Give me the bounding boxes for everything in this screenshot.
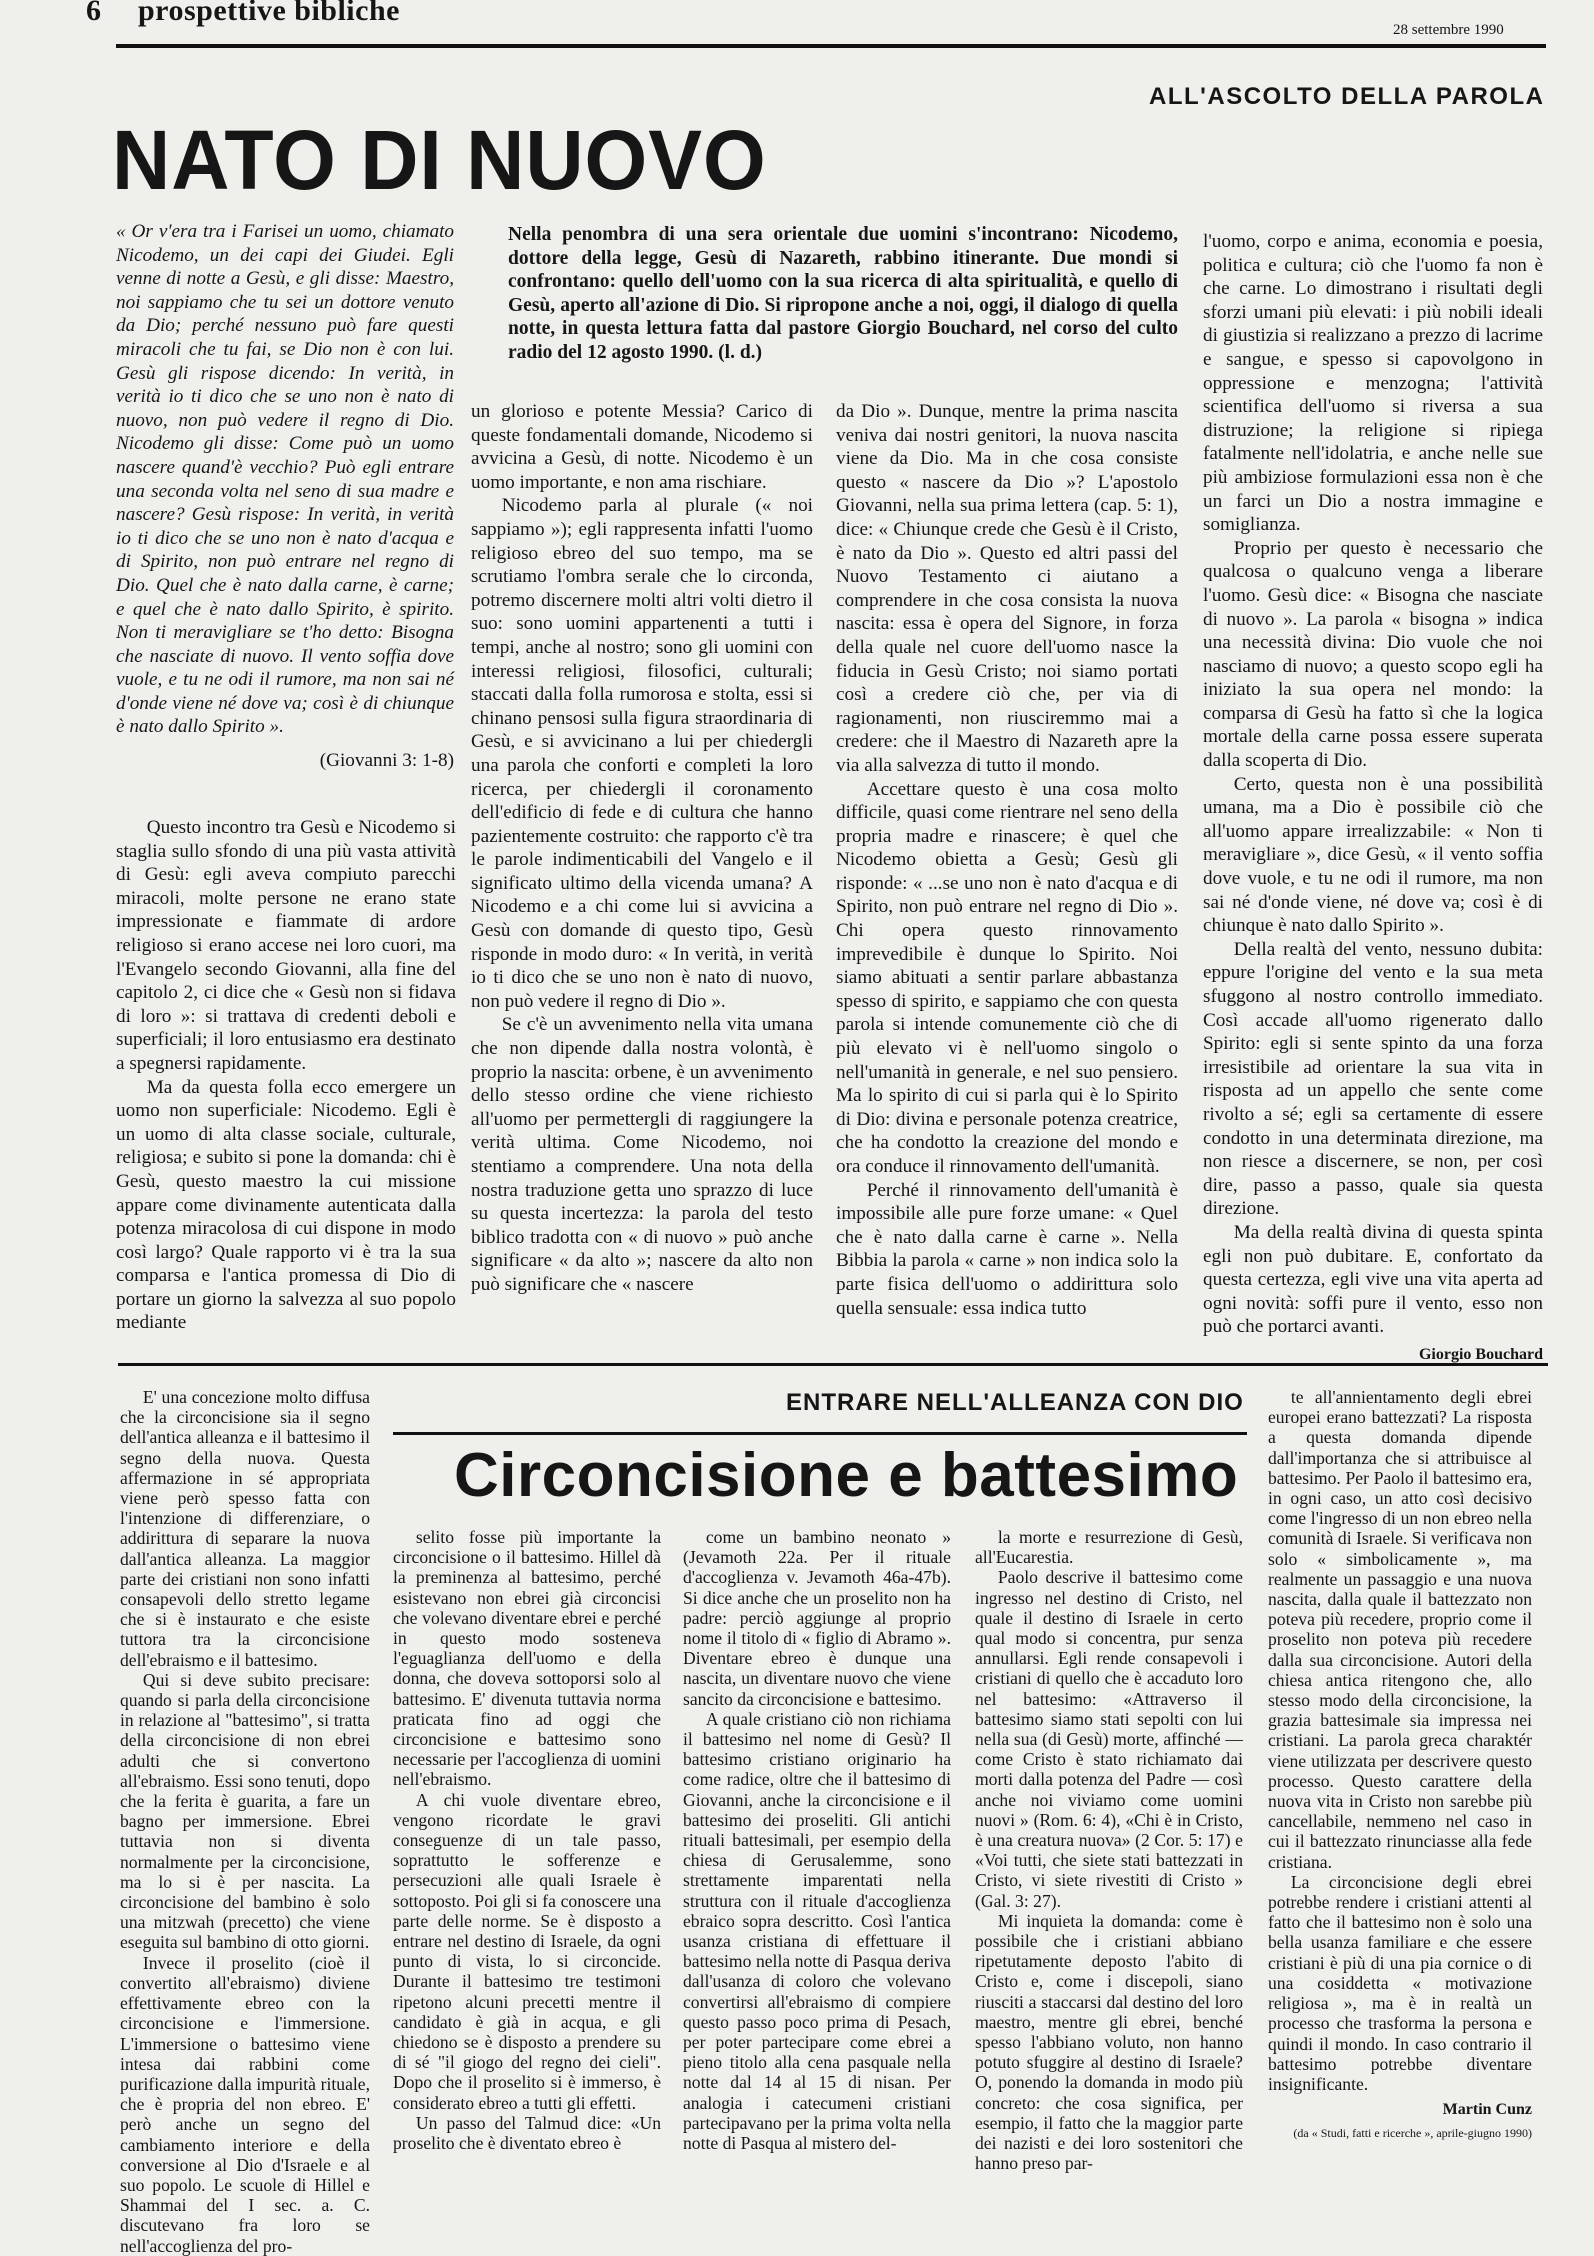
article2-column-1 <box>120 1387 370 2256</box>
bible-quote-text: « Or v'era tra i Farisei un uomo, chiamato Nicodemo, un dei capi dei Giudei. Egli venne di notte a Gesù, e gli disse: Maestro, noi sappiamo che tu sei un dottore venuto da Dio; perché nessuno può fare questi miracoli che tu fai, se Dio non è con lui. Gesù gli rispose dicendo: In verità, in verità io ti dico che se uno non è nato di nuovo, non può vedere il regno di Dio. Nicodemo gli disse: Come può un uomo nascere quand'è vecchio? Può egli entrare una seconda volta nel seno di sua madre e nascere? Gesù rispose: In verità, in verità io ti dico che se uno non è nato d'acqua e di Spirito, non può entrare nel regno di Dio. Quel che è nato dalla carne, è carne; e quel che è nato dallo Spirito, è spirito. Non ti meravigliare se t'ho detto: Bisogna che nasciate di nuovo. Il vento soffia dove vuole, e tu ne odi il rumore, ma non sai né d'onde viene né dove va; così è di chiunque è nato dallo Spirito ». <box>116 221 454 738</box>
paragraph: da Dio ». Dunque, mentre la prima nascita veniva dai nostri genitori, la nuova nascita viene da Dio. Ma in che cosa consiste questo « nascere da Dio »? L'apostolo Giovanni, nella sua prima lettera (cap. 5: 1), dice: « Chiunque crede che Gesù è il Cristo, è nato da Dio ». Questo ed altri passi del Nuovo Testamento ci aiutano a comprendere in che cosa consista la nuova nascita: essa è opera del Signore, in forza della quale nel cuore dell'uomo nasce la fiducia in Gesù Cristo; noi siamo portati così a credere ciò che, per via di ragionamenti, non riusciremmo mai a credere: che il Maestro di Nazareth apre la via alla salvezza di tutto il mondo. <box>836 401 1178 776</box>
article1-column-4 <box>1203 230 1543 1367</box>
header-rule <box>116 44 1546 48</box>
article2-author: Martin Cunz <box>1442 2101 1532 2119</box>
paragraph: E' una concezione molto diffusa che la circoncisione sia il segno dell'antica alleanza e il battesimo il segno della nuova. Questa affermazione in sé appropriata viene però spesso fatta con l'intenzione di differenziare, o addirittura di separare la nuova dall'antica alleanza. La maggior parte dei cristiani non sono infatti consapevoli dello stretto legame che si è instaurato e che esiste tuttora tra la circoncisione dell'ebraismo e il battesimo. <box>120 1387 370 1670</box>
paragraph: come un bambino neonato » (Jevamoth 22a. Per il rituale d'accoglienza v. Jevamoth 46a-47b). Si dice anche che un proselito non ha padre: perciò aggiunge al proprio nome il titolo di « figlio di Abramo ». Diventare ebreo è dunque una nascita, un diventare nuovo che viene sancito da circoncisione e battesimo. <box>683 1527 951 1709</box>
paragraph: Proprio per questo è necessario che qualcosa o qualcuno venga a liberare l'uomo. Gesù dice: « Bisogna che nasciate di nuovo ». La parola « bisogna » indica una necessità divina: Dio vuole che noi nasciamo di nuovo; a questo scopo egli ha iniziato la sua opera nel mondo: la comparsa di Gesù ha fatto sì che la logica mortale della carne possa essere superata dalla scoperta di Dio. <box>1203 537 1543 772</box>
paragraph: Un passo del Talmud dice: «Un proselito che è diventato ebreo è <box>393 2112 661 2154</box>
paragraph: Accettare questo è una cosa molto difficile, quasi come rientrare nel seno della propria madre e rinascere; è quel che Nicodemo obietta a Gesù; Gesù gli risponde: « ...se uno non è nato d'acqua e di Spirito, non può entrare nel regno di Dio ». Chi opera questo rinnovamento imprevedibile è dunque lo Spirito. Noi siamo abituati a sentir parlare abbastanza spesso di spirito, e sappiamo che con questa parola si intende comunemente ciò che di più elevato vi è nell'uomo singolo o nell'umanità in generale, e nel suo pensiero. Ma lo spirito di cui si parla qui è lo Spirito di Dio: divina e personale potenza creatrice, che ha condotto la creazione del mondo e ora conduce il rinnovamento dell'umanità. <box>836 778 1178 1177</box>
bible-quote <box>116 220 454 773</box>
article2-title-rule <box>393 1432 1247 1435</box>
article1-title: NATO DI NUOVO <box>112 113 767 207</box>
paragraph: Mi inquieta la domanda: come è possibile che i cristiani abbiano ripetutamente deposto l'abito di Cristo e, come i discepoli, siano riusciti a staccarsi dal destino del loro maestro, mentre gli ebrei, benché spesso l'abbiano voluto, non hanno potuto sfuggire al destino di Israele? O, ponendo la domanda in modo più concreto: che cosa significa, per esempio, il fatto che la maggior parte dei nazisti e dei loro sostenitori che hanno preso par- <box>975 1910 1243 2174</box>
issue-date: 28 settembre 1990 <box>1393 22 1504 38</box>
paragraph: Questo incontro tra Gesù e Nicodemo si staglia sullo sfondo di una più vasta attività di Gesù: egli aveva compiuto parecchi miracoli, molte persone ne erano state impressionate e fiammate di ardore religioso si erano accese nei loro cuori, ma l'Evangelo secondo Giovanni, alla fine del capitolo 2, ci dice che « Gesù non si fidava di loro »: si trattava di credenti deboli e superficiali; il loro entusiasmo era destinato a spegnersi rapidamente. <box>116 817 456 1074</box>
paragraph: Ma da questa folla ecco emergere un uomo non superficiale: Nicodemo. Egli è un uomo di alta classe sociale, culturale, religiosa; e subito si pone la domanda: chi è Gesù, questo maestro la cui missione appare come divinamente autenticata dalla potenza miracolosa di cui dispone in modo così largo? Quale rapporto vi è tra la sua comparsa e l'antica promessa di Dio di portare un giorno la salvezza al suo popolo mediante <box>116 1076 456 1334</box>
paragraph: La circoncisione degli ebrei potrebbe rendere i cristiani attenti al fatto che il battesimo non è solo una bella usanza familiare e che essere cristiani è più di una pia cornice o di una cosiddetta « motivazione religiosa », ma è in realtà un processo che trasforma la persona e quindi il mondo. In caso contrario il battesimo potrebbe diventare insignificante. <box>1268 1871 1532 2094</box>
paragraph: Certo, questa non è una possibilità umana, ma a Dio è possibile ciò che all'uomo appare irrealizzabile: « Non ti meravigliare », dice Gesù, « il vento soffia dove vuole, e tu ne odi il rumore, ma non sai né d'onde viene, né dove va; così è di chiunque è nato dallo Spirito ». <box>1203 773 1543 937</box>
paragraph: l'uomo, corpo e anima, economia e poesia, politica e cultura; ciò che l'uomo fa non è che carne. Lo dimostrano i risultati degli sforzi umani più elevati: i più nobili ideali di giustizia si realizzano a prezzo di lacrime e sangue, e spesso si capovolgono in oppressione e menzogna; l'attività scientifica dell'uomo si riversa a sua distruzione; la religione si ripiega fatalmente nell'idolatria, e anche nelle sue più ambiziose formulazioni essa non è che un farci un Dio a nostra immagine e somiglianza. <box>1203 231 1543 536</box>
paragraph: te all'annientamento degli ebrei europei erano battezzati? La risposta a questa domanda dipende dall'importanza che si attribuisce al battesimo. Per Paolo il battesimo era, in ogni caso, un atto così decisivo come l'ingresso di un non ebreo nella comunità di Israele. Si verificava non solo « simbolicamente », ma realmente un passaggio e una nuova nascita, dalla quale il battezzato non poteva più recedere, proprio come il proselito non poteva più recedere dalla sua circoncisione. Autori della chiesa antica ritengono che, allo stesso modo della circoncisione, la grazia battesimale sia impressa nei cristiani. La parola greca charaktér viene utilizzata per descrivere questo processo. Questo carattere della nuova vita in Cristo non sarebbe più cancellabile, nemmeno nel caso in cui il battezzato rinunciasse alla fede cristiana. <box>1268 1387 1532 1872</box>
article1-lead: Nella penombra di una sera orientale due uomini s'incontrano: Nicodemo, dottore della legge, Gesù di Nazareth, rabbino itinerante. Due mondi si confrontano: quello dell'uomo con la sua ricerca di alta spiritualità, e quello di Gesù, aperto all'azione di Dio. Si ripropone anche a noi, oggi, il dialogo di quella notte, in questa lettura fatta dal pastore Giorgio Bouchard, nel corso del culto radio del 12 agosto 1990. (l. d.) <box>508 224 1178 363</box>
article1-column-1 <box>116 816 456 1335</box>
article1-column-3 <box>836 400 1178 1320</box>
paragraph: Ma della realtà divina di questa spinta egli non può dubitare. E, confortato da questa certezza, egli vive una vita aperta ad ogni novità: soffi pure il vento, esso non può che portarci avanti. <box>1203 1221 1543 1338</box>
paragraph: Perché il rinnovamento dell'umanità è impossibile alle pure forze umane: « Quel che è nato dalla carne è carne ». Nella Bibbia la parola « carne » non indica solo la parte fisica dell'uomo o addirittura solo quella sensuale: essa indica tutto <box>836 1179 1178 1319</box>
section-separator <box>118 1363 1548 1366</box>
article2-source: (da « Studi, fatti e ricerche », aprile-giugno 1990) <box>1293 2126 1532 2141</box>
article1-author: Giorgio Bouchard <box>1418 1345 1543 1363</box>
article2-column-5 <box>1268 1387 1532 2141</box>
article1-column-2 <box>471 400 813 1297</box>
paragraph: Della realtà del vento, nessuno dubita: eppure l'origine del vento e la sua meta sfuggono al nostro controllo immediato. Così accade all'uomo rigenerato dallo Spirito: egli si sente spinto da una forza irresistibile ad orientare la sua vita in risposta ad un appello che sente come rivolto a sé; egli sa certamente di essere condotto in una determinata direzione, ma non riesce a discernere, se non, per così dire, passo a passo, quale sia questa direzione. <box>1203 938 1543 1220</box>
paragraph: Qui si deve subito precisare: quando si parla della circoncisione in relazione al "battesimo", si tratta della circoncisione di non ebrei adulti che si convertono all'ebraismo. Essi sono tenuti, dopo che la ferita è guarita, a fare un bagno per immersione. Ebrei tuttavia non si diventa normalmente per la circoncisione, ma lo si è per nascita. La circoncisione del bambino è solo una mitzwah (precetto) che viene eseguita sul bambino di otto giorni. <box>120 1669 370 1953</box>
article2-title: Circoncisione e battesimo <box>454 1441 1239 1510</box>
page-number: 6 <box>86 0 101 27</box>
paragraph: A chi vuole diventare ebreo, vengono ricordate le gravi conseguenze di un tale passo, soprattutto le sofferenze e persecuzioni alle quali Israele è sottoposto. Poi gli si fa conoscere una parte delle norme. Se è disposto a entrare nel destino di Israele, da ogni punto di vista, lo si circoncide. Durante il battesimo tre testimoni ripetono alcuni precetti mentre il candidato è già in acqua, e gli chiedono se è disposto a prendere su di sé "il giogo del regno dei cieli". Dopo che il proselito si è immerso, è considerato ebreo a tutti gli effetti. <box>393 1789 661 2113</box>
paragraph: A quale cristiano ciò non richiama il battesimo nel nome di Gesù? Il battesimo cristiano originario ha come radice, oltre che il battesimo di Giovanni, anche la circoncisione e il battesimo dei proseliti. Gli antichi rituali battesimali, per esempio della chiesa di Gerusalemme, sono strettamente imparentati nella struttura con il rituale d'accoglienza ebraico sopra descritto. Così l'antica usanza cristiana di effettuare il battesimo nella notte di Pasqua deriva dall'usanza di coloro che volevano convertirsi all'ebraismo di compiere questo passo poco prima di Pesach, per poter partecipare come ebrei a pieno titolo alla cena pasquale nella notte dal 14 al 15 di nisan. Per analogia i catecumeni cristiani partecipavano per la prima volta nella notte di Pasqua al mistero del- <box>683 1708 951 2154</box>
paragraph: Se c'è un avvenimento nella vita umana che non dipende dalla nostra volontà, è proprio la nascita: orbene, è un avvenimento dello stesso ordine che viene richiesto all'uomo per permettergli di raggiungere la verità ultima. Come Nicodemo, noi stentiamo a comprendere. Una nota della nostra traduzione getta uno sprazzo di luce su questa incertezza: la parola del testo biblico tradotta con « di nuovo » può anche significare « da alto »; nascere da alto non può significare che « nascere <box>471 1014 813 1295</box>
paragraph: la morte e resurrezione di Gesù, all'Eucarestia. <box>975 1527 1243 1568</box>
paragraph: Invece il proselito (cioè il convertito all'ebraismo) diviene effettivamente ebreo con la circoncisione e l'immersione. L'immersione o battesimo viene intesa dai rabbini come purificazione dalla impurità rituale, che è propria del non ebreo. E' però anche un segno del cambiamento interiore e della conversione al Dio d'Israele e al suo popolo. Le scuole di Hillel e Shammai del I sec. a. C. discutevano fra loro se nell'accoglienza del pro- <box>120 1952 370 2256</box>
article2-kicker: ENTRARE NELL'ALLEANZA CON DIO <box>786 1389 1244 1416</box>
article2-column-2 <box>393 1527 661 2153</box>
article1-kicker: ALL'ASCOLTO DELLA PAROLA <box>1149 83 1545 110</box>
bible-quote-reference: (Giovanni 3: 1-8) <box>319 750 454 772</box>
article2-column-3 <box>683 1527 951 2153</box>
paragraph: Paolo descrive il battesimo come ingresso nel destino di Cristo, nel quale il destino di Israele in certo qual modo si concentra, pur senza annullarsi. Egli rende consapevoli i cristiani di quello che è accaduto loro nel battesimo: «Attraverso il battesimo siamo stati sepolti con lui nella sua (di Gesù) morte, affinché — come Cristo è stato richiamato dai morti dalla potenza del Padre — così anche noi viviamo come uomini nuovi » (Rom. 6: 4), «Chi è in Cristo, è una creatura nuova» (2 Cor. 5: 17) e «Voi tutti, che siete stati battezzati in Cristo, vi siete rivestiti di Cristo » (Gal. 3: 27). <box>975 1567 1243 1911</box>
paragraph: selito fosse più importante la circoncisione o il battesimo. Hillel dà la preminenza al battesimo, perché esistevano non ebrei già circoncisi che volevano diventare ebrei e perché in questo modo sosteneva l'eguaglianza dell'uomo e della donna, che doveva sottoporsi solo al battesimo. E' divenuta tuttavia norma praticata fino ad oggi che circoncisione e battesimo sono necessarie per l'accoglienza di uomini nell'ebraismo. <box>393 1527 661 1790</box>
paragraph: un glorioso e potente Messia? Carico di queste fondamentali domande, Nicodemo si avvicina a Gesù, di notte. Nicodemo è un uomo importante, e non ama rischiare. <box>471 401 813 493</box>
section-title: prospettive bibliche <box>138 0 400 27</box>
article2-column-4 <box>975 1527 1243 2174</box>
paragraph: Nicodemo parla al plurale (« noi sappiamo »); egli rappresenta infatti l'uomo religioso ebreo del suo tempo, ma se scrutiamo l'ombra serale che lo circonda, potremo discernere molti altri volti dietro il suo: sono uomini appartenenti a tutti i tempi, anche al nostro; sono gli uomini con interessi religiosi, filosofici, culturali; staccati dalla folla rumorosa e stolta, essi si chinano pensosi sulla figura straordinaria di Gesù, e si avvicinano a lui per chiedergli una parola che conforti e completi la loro ricerca, per chiedergli il coronamento dell'edificio di fede e di cultura che hanno pazientemente costruito: che rapporto c'è tra le parole indimenticabili del Vangelo e il significato ultimo della vicenda umana? A Nicodemo e a chi come lui si avvicina a Gesù con domande di questo tipo, Gesù risponde in modo duro: « In verità, in verità io ti dico che se uno non è nato di nuovo, non può vedere il regno di Dio ». <box>471 495 813 1012</box>
